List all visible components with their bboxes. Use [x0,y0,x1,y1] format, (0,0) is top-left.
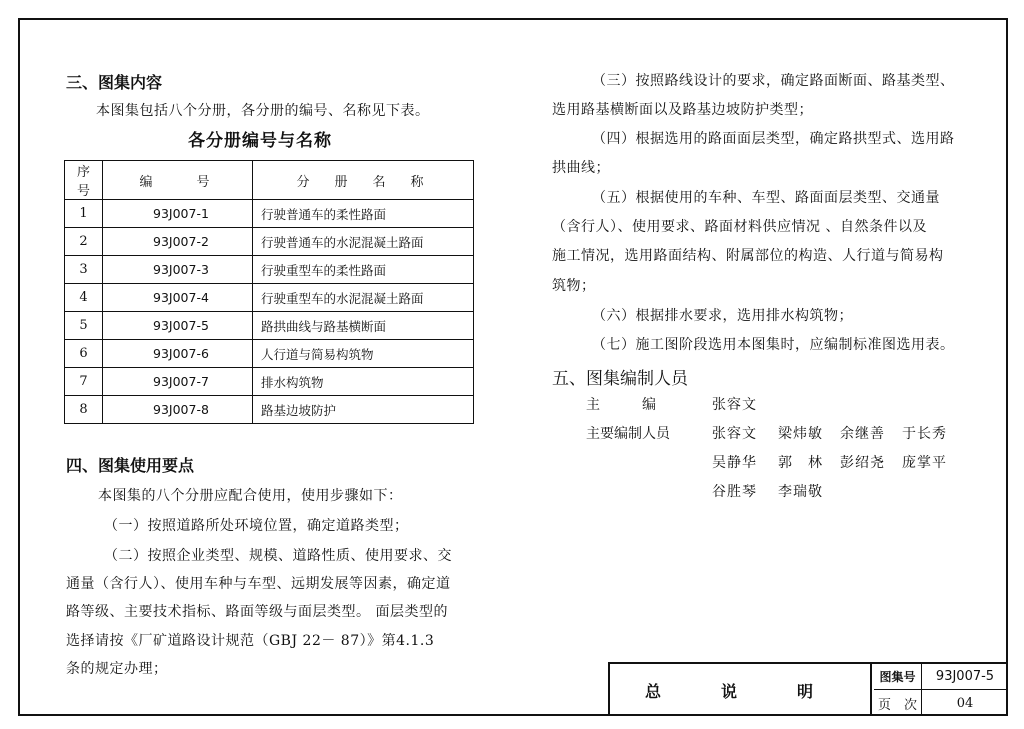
section3-intro: 本图集包括八个分册，各分册的编号、名称见下表。 [96,103,430,119]
drawing-title: 总 说 明 [610,664,872,716]
section3-heading: 三、图集内容 [66,73,163,92]
section4-intro: 本图集的八个分册应配合使用，使用步骤如下： [98,488,403,504]
step5-line: 施工情况，选用路面结构、附属部位的构造、人行道与简易构 [552,248,944,264]
row-no: 7 [65,368,103,396]
row-no: 2 [65,228,103,256]
table-row [65,396,474,424]
member-name: 谷胜琴 [712,484,757,500]
atlas-number-label: 图集号 [874,664,922,690]
volume-table [64,160,474,424]
step2-line: 路等级、主要技术指标、路面等级与面层类型。 面层类型的 [66,604,448,620]
atlas-number-value: 93J007-5 [922,664,1008,690]
step6-text: （六）根据排水要求，选用排水构筑物； [592,308,853,324]
table-title: 各分册编号与名称 [188,131,332,151]
step4-line: （四）根据选用的路面面层类型，确定路拱型式、选用路 [592,131,955,147]
step2-line: 通量（含行人）、使用车种与车型、远期发展等因素，确定道 [66,576,451,592]
step3-line: （三）按照路线设计的要求，确定路面断面、路基类型、 [592,73,955,89]
table-row [65,200,474,228]
member-name: 于长秀 [902,426,947,442]
col-header-name: 分 册 名 称 [253,161,474,200]
table-row [65,312,474,340]
table-row [65,228,474,256]
table-row [65,256,474,284]
member-name: 郭 林 [778,455,823,471]
row-no: 5 [65,312,103,340]
member-name: 吴静华 [712,455,757,471]
row-name: 行驶普通车的柔性路面 [253,200,474,228]
row-name: 行驶普通车的水泥混凝土路面 [253,228,474,256]
step2-line: 选择请按《厂矿道路设计规范（GBJ 22－ 87）》第4.1.3 [66,633,435,649]
step5-line: 筑物； [552,278,596,294]
member-name: 庞掌平 [902,455,947,471]
main-editors-label: 主要编制人员 [586,426,670,442]
step2-line: 条的规定办理； [66,661,168,677]
row-no: 8 [65,396,103,424]
member-name: 梁炜敏 [778,426,823,442]
row-no: 6 [65,340,103,368]
step2-line: （二）按照企业类型、规模、道路性质、使用要求、交 [104,548,452,564]
row-name: 行驶重型车的柔性路面 [253,256,474,284]
row-code: 93J007-3 [103,256,253,284]
step7-text: （七）施工图阶段选用本图集时，应编制标准图选用表。 [592,337,955,353]
page-number: 04 [956,695,974,711]
row-name: 路基边坡防护 [253,396,474,424]
step4-line: 拱曲线； [552,160,610,176]
col-header-no: 序号 [65,161,103,200]
member-name: 李瑞敬 [778,484,823,500]
member-name: 张容文 [712,426,757,442]
step1-text: （一）按照道路所处环境位置，确定道路类型； [104,518,409,534]
step5-line: （含行人）、使用要求、路面材料供应情况 、自然条件以及 [552,219,927,235]
section4-heading: 四、图集使用要点 [66,456,195,475]
title-block [608,662,1008,716]
row-name: 行驶重型车的水泥混凝土路面 [253,284,474,312]
row-no: 3 [65,256,103,284]
page-label: 页 次 [874,690,922,716]
row-no: 4 [65,284,103,312]
row-code: 93J007-2 [103,228,253,256]
row-name: 路拱曲线与路基横断面 [253,312,474,340]
row-code: 93J007-8 [103,396,253,424]
section5-heading: 五、图集编制人员 [552,369,688,389]
row-code: 93J007-4 [103,284,253,312]
chief-editor-label: 主 编 [586,397,656,413]
chief-editor-name: 张容文 [712,397,757,413]
step3-line: 选用路基横断面以及路基边坡防护类型； [552,102,813,118]
row-name: 排水构筑物 [253,368,474,396]
row-code: 93J007-7 [103,368,253,396]
table-header-row [65,161,474,200]
table-row [65,284,474,312]
member-name: 余继善 [840,426,885,442]
row-name: 人行道与简易构筑物 [253,340,474,368]
table-row [65,340,474,368]
row-code: 93J007-5 [103,312,253,340]
row-code: 93J007-6 [103,340,253,368]
member-name: 彭绍尧 [840,455,885,471]
row-no: 1 [65,200,103,228]
step5-line: （五）根据使用的车种、车型、路面面层类型、交通量 [592,190,940,206]
table-row [65,368,474,396]
row-code: 93J007-1 [103,200,253,228]
col-header-code: 编 号 [103,161,253,200]
